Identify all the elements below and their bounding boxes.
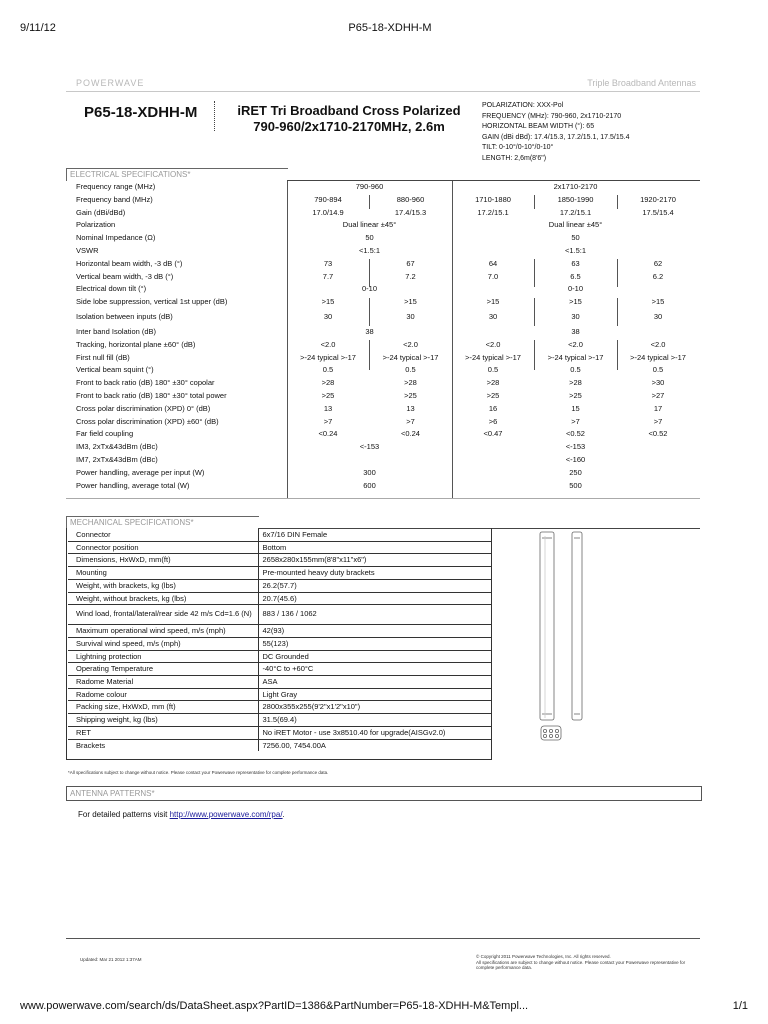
spec-value: <0.52	[566, 429, 585, 439]
spec-label: Inter band Isolation (dB)	[76, 326, 157, 336]
spec-label: VSWR	[76, 245, 99, 255]
table-row	[68, 676, 491, 689]
spec-value: 7256.00, 7454.00A	[258, 739, 491, 751]
spec-value: 6.2	[652, 271, 664, 281]
table-row	[68, 326, 699, 339]
spec-value: >25	[569, 390, 582, 400]
patterns-info	[78, 810, 285, 819]
spec-value: 30	[406, 312, 415, 322]
table-row	[68, 605, 491, 625]
product-category: Triple Broadband Antennas	[587, 78, 696, 88]
spec-label: Cross polar discrimination (XPD) ±60° (dB)	[76, 416, 219, 426]
table-row	[68, 579, 491, 592]
spec-value: >-24 typical >-17	[382, 352, 439, 362]
spec-value: >6	[488, 416, 498, 426]
spec-value: >7	[653, 416, 663, 426]
spec-value: Bottom	[258, 541, 491, 554]
table-row	[68, 428, 699, 441]
table-row	[68, 245, 699, 258]
spec-value: 600	[363, 480, 376, 490]
electrical-section-title: ELECTRICAL SPECIFICATIONS*	[70, 170, 191, 179]
spec-label: Maximum operational wind speed, m/s (mph)	[68, 625, 258, 638]
brand-logo-text: POWERWAVE	[76, 78, 145, 88]
spec-label: Tracking, horizontal plane ±60° (dB)	[76, 339, 196, 349]
table-row	[68, 403, 699, 416]
spec-value: 0.5	[405, 365, 416, 375]
spec-value: 883 / 136 / 1062	[258, 605, 491, 625]
column-divider	[534, 195, 535, 209]
spec-value: <2.0	[320, 339, 336, 349]
print-page-number: 1/1	[732, 1000, 748, 1012]
spec-value: >-24 typical >-17	[300, 352, 356, 362]
table-row	[68, 454, 699, 467]
spec-value: <0.24	[318, 429, 338, 439]
footer-divider	[66, 938, 700, 939]
table-row	[68, 258, 699, 271]
spec-label: Frequency range (MHz)	[76, 182, 156, 191]
spec-value: 62	[653, 258, 663, 268]
spec-value: <-153	[359, 442, 380, 452]
summary-specs	[482, 101, 630, 164]
table-row	[68, 529, 491, 541]
spec-label: Mounting	[68, 567, 258, 580]
table-row	[68, 541, 491, 554]
table-row	[68, 554, 491, 567]
spec-value: >25	[321, 390, 335, 400]
spec-value: >15	[404, 297, 417, 307]
spec-value: <1.5:1	[564, 245, 587, 255]
spec-value: <1.5:1	[358, 245, 381, 255]
table-row	[68, 701, 491, 714]
spec-value: 790-894	[314, 194, 342, 204]
spec-label: Isolation between inputs (dB)	[76, 312, 173, 322]
spec-label: Side lobe suppression, vertical 1st upper (dB)	[76, 297, 228, 307]
spec-label: Connector	[76, 530, 111, 539]
patterns-link[interactable]: http://www.powerwave.com/rpa/	[169, 810, 283, 819]
spec-value: No iRET Motor - use 3x8510.40 for upgrade(AISGv2.0)	[258, 726, 491, 739]
spec-value: -40°C to +60°C	[258, 663, 491, 676]
spec-value: >15	[486, 297, 500, 307]
spec-value: 500	[569, 480, 582, 490]
spec-value: >15	[321, 297, 335, 307]
table-row	[68, 283, 699, 296]
title-separator	[214, 101, 215, 131]
spec-value: 0.5	[322, 365, 334, 375]
spec-value: 0.5	[570, 365, 581, 375]
spec-label: Far field coupling	[76, 429, 134, 439]
table-row	[68, 181, 699, 194]
spec-value: 2x1710-2170	[553, 182, 598, 191]
spec-label: Frequency band (MHz)	[76, 194, 153, 204]
spec-value: 1920-2170	[640, 194, 676, 204]
spec-value: >28	[321, 378, 335, 388]
mechanical-spec-table	[68, 529, 491, 751]
spec-value: 250	[569, 467, 582, 477]
table-row	[68, 364, 699, 377]
column-divider	[617, 259, 618, 287]
spec-value: 50	[571, 233, 580, 243]
antenna-side-view	[572, 532, 582, 720]
spec-value: <0.52	[648, 429, 668, 439]
spec-label: Vertical beam width, -3 dB (°)	[76, 271, 174, 281]
spec-label: First null fill (dB)	[76, 352, 130, 362]
spec-value: <2.0	[650, 339, 666, 349]
column-divider	[369, 259, 370, 287]
electrical-spec-table	[68, 181, 699, 492]
table-row	[68, 352, 699, 365]
spec-label: Power handling, average per input (W)	[76, 467, 205, 477]
spec-value: >7	[571, 416, 580, 426]
spec-label: Front to back ratio (dB) 180° ±30° copolar	[76, 378, 215, 388]
spec-label: Weight, without brackets, kg (lbs)	[68, 592, 258, 605]
patterns-header-box	[66, 786, 702, 801]
spec-value: 63	[571, 258, 580, 268]
spec-value: 64	[488, 258, 498, 268]
spec-label: Horizontal beam width, -3 dB (°)	[76, 258, 183, 268]
product-title	[222, 103, 476, 135]
table-row	[68, 390, 699, 403]
spec-value: <2.0	[568, 339, 583, 349]
spec-value: Pre-mounted heavy duty brackets	[258, 567, 491, 580]
spec-label: Wind load, frontal/lateral/rear side 42 m/s Cd=1.6 (N)	[68, 605, 258, 625]
spec-value: 17.2/15.1	[477, 207, 509, 217]
table-row	[68, 714, 491, 727]
summary-line: GAIN (dBi dBd): 17.4/15.3, 17.2/15.1, 17.5/15.4	[482, 133, 630, 141]
table-row	[68, 296, 699, 309]
mechanical-section-title: MECHANICAL SPECIFICATIONS*	[70, 518, 194, 527]
spec-value: >7	[406, 416, 415, 426]
spec-label: RET	[68, 726, 258, 739]
spec-value: 7.2	[405, 271, 416, 281]
spec-value: >-24 typical >-17	[630, 352, 686, 362]
spec-value: 17	[653, 403, 663, 413]
spec-value: <-160	[565, 454, 586, 464]
spec-value: >28	[404, 378, 417, 388]
spec-value: 17.0/14.9	[312, 207, 344, 217]
model-number: P65-18-XDHH-M	[84, 104, 198, 121]
print-title: P65-18-XDHH-M	[348, 22, 432, 34]
spec-value: 0-10	[567, 284, 583, 294]
spec-label: Survival wind speed, m/s (mph)	[68, 637, 258, 650]
spec-label: Brackets	[68, 739, 258, 751]
column-divider	[534, 259, 535, 287]
spec-value: 30	[488, 312, 498, 322]
spec-label: Gain (dBi/dBd)	[76, 207, 126, 217]
spec-value: >-24 typical >-17	[547, 352, 604, 362]
spec-label: Weight, with brackets, kg (lbs)	[68, 579, 258, 592]
electrical-bottom-line	[66, 498, 700, 499]
spec-label: Power handling, average total (W)	[76, 480, 190, 490]
spec-disclaimer: *All specifications subject to change without notice. Please contact your Powerwave representative for complete performance data.	[68, 770, 329, 775]
copyright-notice	[476, 954, 686, 971]
spec-value: Light Gray	[258, 688, 491, 701]
patterns-section-title: ANTENNA PATTERNS*	[70, 789, 155, 798]
spec-value	[287, 454, 452, 467]
table-row	[68, 739, 491, 751]
spec-label: Front to back ratio (dB) 180° ±30° total power	[76, 390, 227, 400]
spec-label: Operating Temperature	[68, 663, 258, 676]
spec-value: 0-10	[361, 284, 377, 294]
spec-value: 17.4/15.3	[394, 207, 427, 217]
spec-value: 67	[406, 258, 415, 268]
spec-value: <2.0	[485, 339, 501, 349]
table-row	[68, 194, 699, 207]
spec-label: Lightning protection	[68, 650, 258, 663]
spec-value: 1710-1880	[475, 194, 511, 204]
spec-value: 880-960	[396, 194, 425, 204]
spec-value: <2.0	[403, 339, 418, 349]
summary-line: LENGTH: 2,6m(8'6")	[482, 154, 547, 162]
product-title-line-2: 790-960/2x1710-2170MHz, 2.6m	[253, 119, 445, 134]
spec-value: >25	[404, 390, 417, 400]
spec-value: 0.5	[487, 365, 499, 375]
table-row	[68, 441, 699, 454]
spec-value: >15	[651, 297, 665, 307]
spec-value: 13	[323, 403, 333, 413]
spec-label: Packing size, HxWxD, mm (ft)	[68, 701, 258, 714]
copyright-disclaimer: All specifications are subject to change without notice. Please contact your Powerwave representative for complete performance data.	[476, 959, 686, 970]
spec-value: ASA	[258, 676, 491, 689]
column-divider	[287, 181, 288, 498]
spec-label: Polarization	[76, 220, 116, 230]
column-divider	[617, 298, 618, 326]
spec-value: 790-960	[355, 182, 384, 191]
table-row	[68, 663, 491, 676]
table-row	[68, 650, 491, 663]
patterns-text: For detailed patterns visit	[78, 810, 170, 819]
spec-value: >15	[569, 297, 582, 307]
table-row	[68, 271, 699, 284]
spec-value: 38	[365, 326, 374, 336]
spec-value: 50	[365, 233, 374, 243]
column-divider	[369, 298, 370, 326]
column-divider	[452, 181, 453, 498]
spec-label: Connector position	[68, 541, 258, 554]
spec-label: Electrical down tilt (°)	[76, 284, 147, 294]
spec-value: 55(123)	[258, 637, 491, 650]
spec-value: >25	[486, 390, 500, 400]
spec-value: DC Grounded	[258, 650, 491, 663]
spec-value: 6.5	[570, 271, 581, 281]
spec-value: 30	[571, 312, 580, 322]
table-row	[68, 416, 699, 429]
table-row	[68, 219, 699, 232]
spec-value: 1850-1990	[557, 194, 594, 204]
spec-value: 2658x280x155mm(8'8"x11"x6")	[258, 554, 491, 567]
spec-label: Cross polar discrimination (XPD) 0° (dB)	[76, 403, 211, 413]
print-date: 9/11/12	[20, 22, 56, 34]
column-divider	[369, 195, 370, 209]
antenna-front-view	[540, 532, 554, 720]
spec-label: Shipping weight, kg (lbs)	[68, 714, 258, 727]
spec-value: 17.2/15.1	[559, 207, 592, 217]
antenna-drawing	[530, 528, 600, 744]
table-row	[68, 467, 699, 480]
table-row	[68, 688, 491, 701]
spec-value: 16	[488, 403, 498, 413]
spec-value: >28	[569, 378, 582, 388]
spec-label: Radome colour	[68, 688, 258, 701]
column-divider	[534, 298, 535, 326]
column-divider	[617, 195, 618, 209]
spec-value: 30	[323, 312, 333, 322]
column-divider	[617, 340, 618, 370]
summary-line: TILT: 0-10°/0-10°/0-10°	[482, 144, 554, 151]
spec-value: >30	[651, 378, 665, 388]
updated-timestamp: Updated: Mar 21 2012 1:37AM	[80, 957, 142, 962]
table-row	[68, 207, 699, 220]
spec-value: 17.5/15.4	[642, 207, 674, 217]
table-row	[68, 637, 491, 650]
table-row	[68, 377, 699, 390]
spec-label: IM3, 2xTx&43dBm (dBc)	[76, 442, 158, 452]
print-url: www.powerwave.com/search/ds/DataSheet.aspx?PartID=1386&PartNumber=P65-18-XDHH-M&Templ...	[20, 1000, 529, 1012]
table-row	[68, 726, 491, 739]
table-row	[68, 309, 699, 326]
table-row	[68, 339, 699, 352]
table-row	[68, 592, 491, 605]
spec-value: 20.7(45.6)	[258, 592, 491, 605]
spec-label: Nominal Impedance (Ω)	[76, 233, 156, 243]
spec-label: IM7, 2xTx&43dBm (dBc)	[76, 454, 158, 464]
summary-line: HORIZONTAL BEAM WIDTH (°): 65	[482, 123, 595, 130]
spec-label: Radome Material	[68, 676, 258, 689]
spec-value: <0.47	[483, 429, 503, 439]
spec-label: Vertical beam squint (°)	[76, 365, 154, 375]
spec-value: 30	[653, 312, 663, 322]
copyright-line: © Copyright 2011 Powerwave Technologies, Inc. All rights reserved.	[476, 954, 611, 959]
product-title-line-1: iRET Tri Broadband Cross Polarized	[237, 103, 461, 118]
column-divider	[369, 340, 370, 370]
table-row	[68, 232, 699, 245]
spec-value: <-153	[565, 442, 586, 452]
table-row	[68, 480, 699, 493]
spec-value: 7.7	[322, 271, 334, 281]
table-row	[68, 625, 491, 638]
column-divider	[534, 340, 535, 370]
spec-value: >28	[486, 378, 500, 388]
spec-value: 26.2(57.7)	[258, 579, 491, 592]
spec-value: >7	[323, 416, 333, 426]
spec-value: 6x7/16 DIN Female	[258, 529, 491, 541]
spec-value: Dual linear ±45°	[548, 220, 603, 230]
spec-value: 73	[323, 258, 333, 268]
spec-value: >-24 typical >-17	[465, 352, 521, 362]
spec-value: Dual linear ±45°	[342, 220, 397, 230]
spec-value: >27	[651, 390, 665, 400]
header-divider	[66, 91, 700, 92]
spec-label: Dimensions, HxWxD, mm(ft)	[68, 554, 258, 567]
spec-value: 38	[571, 326, 580, 336]
spec-value: 31.5(69.4)	[258, 714, 491, 727]
table-row	[68, 567, 491, 580]
spec-value: 42(93)	[258, 625, 491, 638]
spec-value: 15	[571, 403, 580, 413]
spec-value: 2800x355x255(9'2"x1'2"x10")	[258, 701, 491, 714]
summary-line: POLARIZATION: XXX-Pol	[482, 102, 564, 109]
spec-value: 300	[363, 467, 376, 477]
spec-value: 7.0	[487, 271, 499, 281]
spec-value: <0.24	[401, 429, 420, 439]
summary-line: FREQUENCY (MHz): 790-960, 2x1710-2170	[482, 112, 622, 120]
spec-value: 0.5	[652, 365, 664, 375]
spec-value: 13	[406, 403, 415, 413]
patterns-suffix: .	[282, 810, 285, 819]
